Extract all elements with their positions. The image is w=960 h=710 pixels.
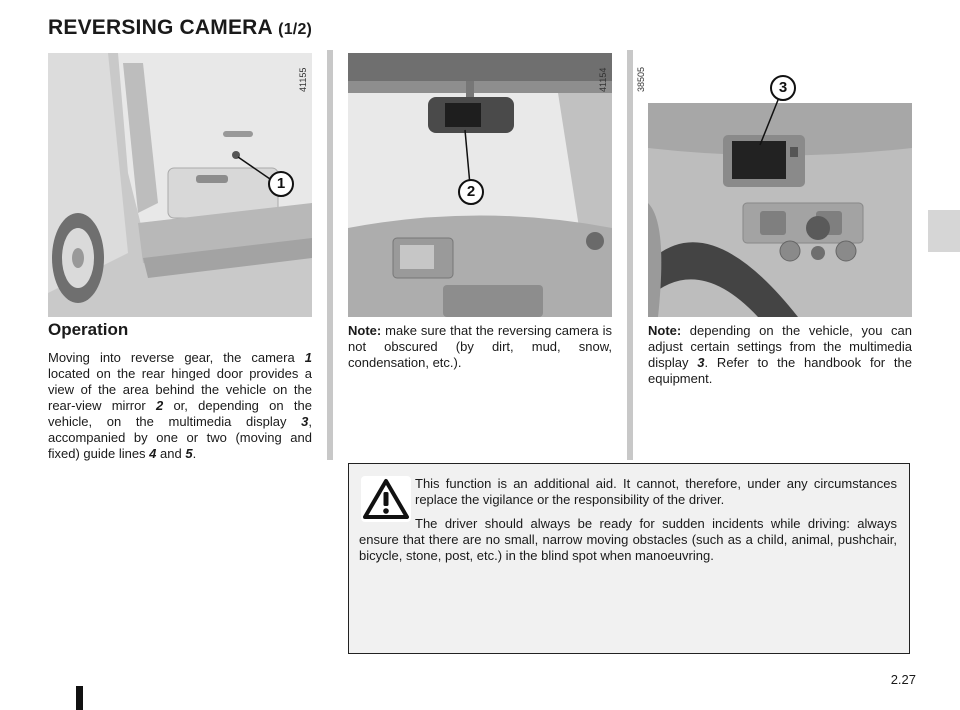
page-title-part: (1/2) [278,21,313,38]
operation-text-segment: or, depending on the vehicle, on the multimedia display [48,398,312,429]
note-mirror [348,323,612,371]
note-display-text-end: . Refer to the handbook for the equipment. [648,355,913,386]
warning-text-2: The driver should always be ready for sudden incidents while driving: always ensure that there are no small, narrow moving obstacles (such as a child, animal, pushchair, bicycle, stone, post, etc.) in the blind spot when manoeuvring. [359,516,897,563]
note-display-text: depending on the vehicle, you can adjust certain settings from the multimedia display [648,323,912,370]
display-reference: 3 [301,414,309,429]
operation-text-segment: , accompanied by one or two (moving and fixed) guide lines [48,414,312,461]
operation-text-segment: and [156,446,186,461]
guide-line-reference: 4 [149,446,157,461]
guide-line-reference: 5 [185,446,193,461]
warning-text-1: This function is an additional aid. It cannot, therefore, under any circumstances replace the vigilance or the responsibility of the driver. [415,476,897,507]
column-divider-left [327,50,333,460]
note-display [648,323,912,387]
figure-reference-display: 38505 [636,66,646,92]
figure-reference-rear-door: 41155 [298,67,308,92]
note-label: Note: [648,323,682,338]
note-mirror-text: make sure that the reversing camera is not obscured (by dirt, mud, snow, condensation, etc.). [348,323,612,370]
camera-reference: 1 [304,350,312,365]
callout-camera: 1 [268,171,294,197]
operation-text-segment: located on the rear hinged door provides a view of the area behind the vehicle on the rear-view mirror [48,366,312,413]
figure-rear-view-mirror [348,53,612,317]
page-title [48,16,312,40]
page-title-main: REVERSING CAMERA [48,16,273,39]
mirror-reference: 2 [155,398,164,413]
figure-multimedia-display [648,53,912,317]
page-corner-mark [76,686,83,710]
warning-box [348,463,910,654]
figure-rear-door [48,53,312,317]
operation-text-segment: Moving into reverse gear, the camera [48,350,305,365]
callout-display: 3 [770,75,796,101]
display-reference: 3 [697,355,705,370]
column-divider-right [627,50,633,460]
operation-heading: Operation [48,320,129,339]
page-number: 2.27 [890,672,916,687]
figure-reference-mirror: 41154 [598,67,608,92]
operation-text [48,350,312,462]
chapter-tab [928,210,960,252]
callout-mirror: 2 [458,179,484,205]
note-label: Note: [348,323,382,338]
operation-text-segment: . [192,446,197,461]
